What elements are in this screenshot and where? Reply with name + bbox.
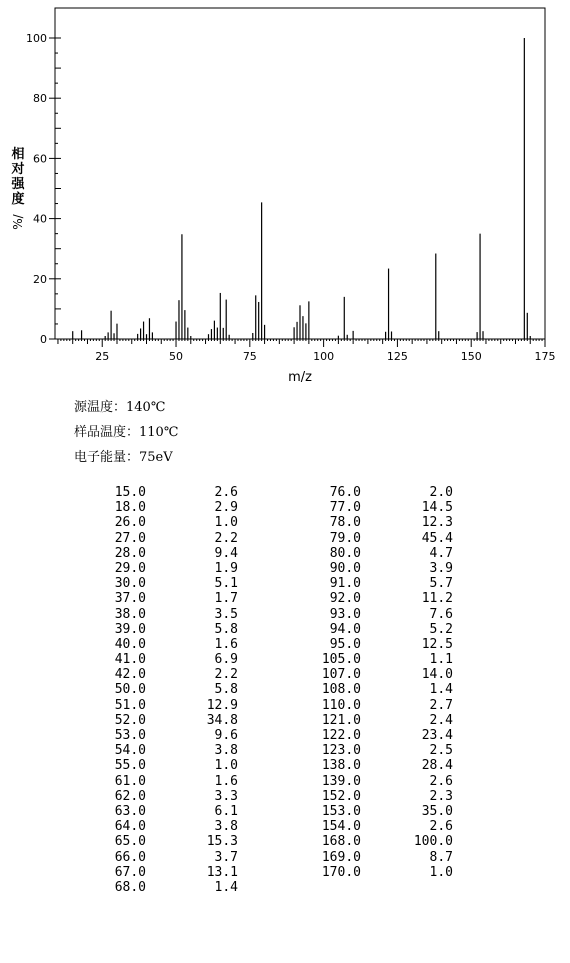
peak-abundance: 11.2: [421, 591, 453, 607]
peak-mz: 122.0: [321, 728, 361, 743]
peak-abundance: 14.5: [421, 500, 453, 516]
peak-row: [96, 758, 238, 773]
x-tick-label: 75: [242, 350, 257, 363]
peak-row: [311, 637, 453, 652]
peak-mz: 39.0: [114, 621, 146, 637]
y-axis-label: [10, 146, 25, 230]
peak-mz: 108.0: [321, 682, 361, 698]
peak-row: [96, 591, 238, 606]
peak-mz: 41.0: [114, 652, 146, 668]
peak-mz: 66.0: [114, 849, 146, 865]
peak-row: [311, 591, 453, 606]
peak-mz: 42.0: [114, 667, 146, 683]
y-label-char: 强: [11, 177, 25, 192]
peak-abundance: 3.9: [429, 560, 453, 576]
peak-row: [96, 546, 238, 561]
peak-row: [311, 865, 453, 880]
peak-mz: 27.0: [114, 530, 146, 546]
peak-row: [311, 819, 453, 834]
peak-row: [311, 774, 453, 789]
peak-mz: 62.0: [114, 788, 146, 804]
peak-abundance: 3.8: [214, 819, 238, 835]
peak-abundance: 2.3: [429, 788, 453, 804]
peak-abundance: 1.6: [214, 773, 238, 789]
peak-abundance: 5.8: [214, 682, 238, 698]
x-axis-ticks: [58, 339, 556, 363]
peak-mz: 61.0: [114, 773, 146, 789]
peak-abundance: 8.7: [429, 849, 453, 865]
peak-abundance: 5.2: [429, 621, 453, 637]
peak-row: [96, 485, 238, 500]
peak-mz: 18.0: [114, 500, 146, 516]
peak-abundance: 3.7: [214, 849, 238, 865]
peak-mz: 78.0: [329, 515, 361, 531]
peak-row: [311, 531, 453, 546]
peak-mz: 30.0: [114, 576, 146, 592]
peak-abundance: 2.6: [214, 485, 238, 500]
peak-mz: 68.0: [114, 879, 146, 895]
peak-abundance: 2.6: [429, 773, 453, 789]
y-tick-label: 40: [33, 212, 47, 226]
peak-row: [311, 667, 453, 682]
x-tick-label: 50: [169, 350, 184, 363]
peak-row: [96, 622, 238, 637]
peak-mz: 54.0: [114, 743, 146, 759]
y-label-char: 对: [11, 162, 25, 177]
peak-row: [311, 652, 453, 667]
peak-row: [311, 485, 453, 500]
peak-abundance: 1.4: [214, 879, 238, 895]
peak-mz: 37.0: [114, 591, 146, 607]
peak-row: [311, 758, 453, 773]
peak-abundance: 13.1: [206, 864, 238, 880]
peak-row: [311, 515, 453, 530]
peak-abundance: 45.4: [421, 530, 453, 546]
peak-abundance: 5.7: [429, 576, 453, 592]
peak-mz: 92.0: [329, 591, 361, 607]
peak-mz: 67.0: [114, 864, 146, 880]
peak-abundance: 6.9: [214, 652, 238, 668]
peak-abundance: 6.1: [214, 803, 238, 819]
peak-abundance: 1.0: [214, 515, 238, 531]
y-tick-label: 0: [40, 333, 47, 346]
peak-mz: 80.0: [329, 545, 361, 561]
peak-mz: 51.0: [114, 697, 146, 713]
peak-abundance: 2.6: [429, 819, 453, 835]
peak-row: [96, 561, 238, 576]
peak-mz: 91.0: [329, 576, 361, 592]
y-axis-ticks: [26, 32, 61, 346]
peak-row: [96, 652, 238, 667]
peak-abundance: 2.2: [214, 667, 238, 683]
peak-row: [311, 804, 453, 819]
mass-spectrum-chart: [0, 0, 570, 395]
peak-abundance: 5.8: [214, 621, 238, 637]
peak-row: [311, 789, 453, 804]
peak-row: [96, 698, 238, 713]
peak-mz: 29.0: [114, 560, 146, 576]
peak-row: [96, 531, 238, 546]
peak-abundance: 9.4: [214, 545, 238, 561]
peak-abundance: 12.5: [421, 636, 453, 652]
peak-mz: 105.0: [321, 652, 361, 668]
peak-row: [311, 561, 453, 576]
x-axis-label: m/z: [288, 370, 312, 385]
y-label-unit: %/: [11, 214, 25, 230]
peak-abundance: 14.0: [421, 667, 453, 683]
y-tick-label: 100: [26, 32, 47, 45]
peak-abundance: 100.0: [413, 834, 453, 850]
peak-abundance: 1.1: [429, 652, 453, 668]
peak-abundance: 12.3: [421, 515, 453, 531]
peak-row: [96, 834, 238, 849]
peak-mz: 94.0: [329, 621, 361, 637]
peak-mz: 153.0: [321, 803, 361, 819]
peak-mz: 169.0: [321, 849, 361, 865]
peak-mz: 50.0: [114, 682, 146, 698]
peak-mz: 121.0: [321, 712, 361, 728]
peak-row: [96, 682, 238, 697]
y-tick-label: 20: [33, 272, 47, 286]
peak-abundance: 7.6: [429, 606, 453, 622]
peak-abundance: 2.7: [429, 697, 453, 713]
peak-row: [96, 743, 238, 758]
x-tick-label: 125: [386, 350, 408, 363]
peak-mz: 28.0: [114, 545, 146, 561]
peak-mz: 138.0: [321, 758, 361, 774]
peak-abundance: 2.2: [214, 530, 238, 546]
peak-mz: 152.0: [321, 788, 361, 804]
peak-mz: 63.0: [114, 803, 146, 819]
peak-mz: 65.0: [114, 834, 146, 850]
peak-row: [96, 637, 238, 652]
peak-mz: 38.0: [114, 606, 146, 622]
peak-mz: 26.0: [114, 515, 146, 531]
peak-row: [96, 865, 238, 880]
spectrum-peaks: [73, 38, 531, 339]
peak-row: [311, 728, 453, 743]
peak-mz: 77.0: [329, 500, 361, 516]
x-tick-label: 175: [534, 350, 556, 363]
peak-row: [96, 667, 238, 682]
peak-abundance: 2.9: [214, 500, 238, 516]
peak-row: [96, 819, 238, 834]
peak-row: [311, 698, 453, 713]
peak-mz: 15.0: [114, 485, 146, 500]
peak-abundance: 35.0: [421, 803, 453, 819]
peak-abundance: 1.6: [214, 636, 238, 652]
peak-abundance: 15.3: [206, 834, 238, 850]
peak-row: [311, 576, 453, 591]
peak-abundance: 1.0: [214, 758, 238, 774]
x-tick-label: 150: [460, 350, 482, 363]
y-label-char: 相: [11, 147, 25, 162]
peak-row: [96, 515, 238, 530]
peak-mz: 76.0: [329, 485, 361, 500]
peak-row: [96, 713, 238, 728]
peak-mz: 123.0: [321, 743, 361, 759]
peak-mz: 107.0: [321, 667, 361, 683]
peak-mz: 55.0: [114, 758, 146, 774]
peak-row: [96, 789, 238, 804]
peak-abundance: 1.0: [429, 864, 453, 880]
peak-row: [311, 546, 453, 561]
peak-abundance: 5.1: [214, 576, 238, 592]
peak-row: [96, 850, 238, 865]
peak-mz: 154.0: [321, 819, 361, 835]
peak-mz: 93.0: [329, 606, 361, 622]
peak-mz: 168.0: [321, 834, 361, 850]
peak-abundance: 1.4: [429, 682, 453, 698]
y-tick-label: 60: [33, 152, 47, 166]
peak-abundance: 9.6: [214, 728, 238, 743]
peak-mz: 139.0: [321, 773, 361, 789]
peak-mz: 64.0: [114, 819, 146, 835]
peak-row: [311, 622, 453, 637]
peak-mz: 95.0: [329, 636, 361, 652]
electron-energy: 电子能量：75eV: [74, 450, 173, 465]
acquisition-conditions: [74, 398, 178, 473]
peak-mz: 79.0: [329, 530, 361, 546]
y-label-char: 度: [11, 192, 25, 207]
peak-abundance: 3.3: [214, 788, 238, 804]
peak-abundance: 12.9: [206, 697, 238, 713]
peak-row: [311, 713, 453, 728]
peak-row: [311, 500, 453, 515]
peak-row: [96, 804, 238, 819]
peak-abundance: 1.9: [214, 560, 238, 576]
peak-mz: 53.0: [114, 728, 146, 743]
peak-abundance: 2.0: [429, 485, 453, 500]
peak-abundance: 2.4: [429, 712, 453, 728]
plot-frame: [55, 8, 545, 339]
peak-mz: 90.0: [329, 560, 361, 576]
peak-row: [311, 850, 453, 865]
sample-temperature: 样品温度：110℃: [74, 425, 179, 440]
source-temperature: 源温度：140℃: [74, 400, 166, 415]
peak-abundance: 23.4: [421, 728, 453, 743]
peak-abundance: 28.4: [421, 758, 453, 774]
peak-abundance: 34.8: [206, 712, 238, 728]
peak-row: [96, 500, 238, 515]
peak-mz: 170.0: [321, 864, 361, 880]
peak-mz: 110.0: [321, 697, 361, 713]
peak-row: [311, 607, 453, 622]
peak-abundance: 2.5: [429, 743, 453, 759]
peak-list-left: [96, 485, 238, 895]
peak-row: [96, 576, 238, 591]
peak-row: [311, 834, 453, 849]
peak-abundance: 3.5: [214, 606, 238, 622]
peak-row: [96, 774, 238, 789]
x-tick-label: 25: [95, 350, 110, 363]
peak-row: [96, 728, 238, 743]
peak-row: [311, 743, 453, 758]
peak-mz: 52.0: [114, 712, 146, 728]
peak-abundance: 1.7: [214, 591, 238, 607]
peak-list-right: [311, 485, 453, 880]
x-tick-label: 100: [313, 350, 335, 363]
peak-row: [96, 880, 238, 895]
peak-mz: 40.0: [114, 636, 146, 652]
peak-row: [311, 682, 453, 697]
y-tick-label: 80: [33, 92, 47, 106]
peak-row: [96, 607, 238, 622]
peak-abundance: 3.8: [214, 743, 238, 759]
peak-abundance: 4.7: [429, 545, 453, 561]
